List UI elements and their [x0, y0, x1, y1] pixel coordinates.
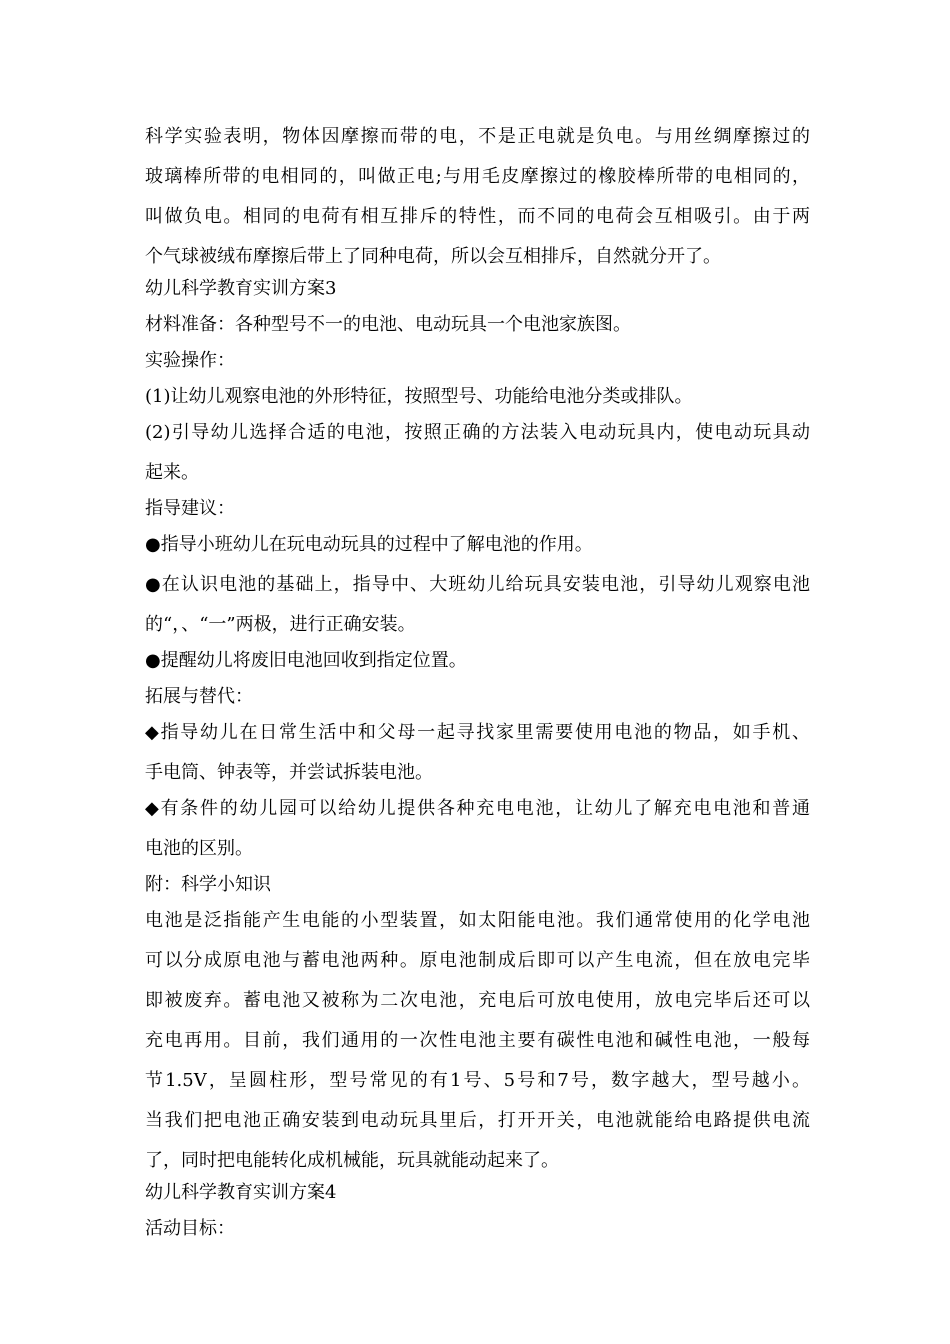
subheading: 附：科学小知识	[145, 874, 271, 895]
paragraph-line: 玻璃棒所带的电相同的，叫做正电;与用毛皮摩擦过的橡胶棒所带的电相同的，	[145, 166, 810, 187]
bullet-item: ●在认识电池的基础上，指导中、大班幼儿给玩具安装电池，引导幼儿观察电池	[145, 574, 810, 595]
subheading: 拓展与替代：	[145, 686, 253, 707]
paragraph-line: 电池是泛指能产生电能的小型装置，如太阳能电池。我们通常使用的化学电池	[145, 910, 810, 931]
bullet-item: ●提醒幼儿将废旧电池回收到指定位置。	[145, 650, 467, 671]
diamond-item-continuation: 手电筒、钟表等，并尝试拆装电池。	[145, 762, 433, 783]
list-item: (1)让幼儿观察电池的外形特征，按照型号、功能给电池分类或排队。	[145, 386, 693, 407]
paragraph-line: 材料准备：各种型号不一的电池、电动玩具一个电池家族图。	[145, 314, 631, 335]
diamond-item: ◆指导幼儿在日常生活中和父母一起寻找家里需要使用电池的物品，如手机、	[145, 722, 810, 743]
document-body	[145, 121, 810, 1249]
paragraph-line: 科学实验表明，物体因摩擦而带的电，不是正电就是负电。与用丝绸摩擦过的	[145, 126, 810, 147]
list-item-continuation: 起来。	[145, 462, 199, 483]
paragraph-line: 了，同时把电能转化成机械能，玩具就能动起来了。	[145, 1150, 559, 1171]
section-heading: 幼儿科学教育实训方案4	[145, 1182, 337, 1203]
paragraph-line: 个气球被绒布摩擦后带上了同种电荷，所以会互相排斥，自然就分开了。	[145, 246, 721, 267]
paragraph-line: 节1.5V，呈圆柱形，型号常见的有1号、5号和7号，数字越大，型号越小。	[145, 1070, 810, 1091]
bullet-item: ●指导小班幼儿在玩电动玩具的过程中了解电池的作用。	[145, 534, 593, 555]
subheading: 指导建议：	[145, 498, 235, 519]
subheading: 活动目标：	[145, 1218, 235, 1239]
paragraph-line: 叫做负电。相同的电荷有相互排斥的特性，而不同的电荷会互相吸引。由于两	[145, 206, 810, 227]
bullet-item-continuation: 的“，、“一”两极，进行正确安装。	[145, 614, 416, 635]
paragraph-line: 可以分成原电池与蓄电池两种。原电池制成后即可以产生电流，但在放电完毕	[145, 950, 810, 971]
subheading: 实验操作：	[145, 350, 235, 371]
paragraph-line: 即被废弃。蓄电池又被称为二次电池，充电后可放电使用，放电完毕后还可以	[145, 990, 810, 1011]
list-item: (2)引导幼儿选择合适的电池，按照正确的方法装入电动玩具内，使电动玩具动	[145, 422, 810, 443]
paragraph-line: 当我们把电池正确安装到电动玩具里后，打开开关，电池就能给电路提供电流	[145, 1110, 810, 1131]
diamond-item-continuation: 电池的区别。	[145, 838, 253, 859]
diamond-item: ◆有条件的幼儿园可以给幼儿提供各种充电电池，让幼儿了解充电电池和普通	[145, 798, 810, 819]
section-heading: 幼儿科学教育实训方案3	[145, 278, 337, 299]
paragraph-line: 充电再用。目前，我们通用的一次性电池主要有碳性电池和碱性电池，一般每	[145, 1030, 810, 1051]
